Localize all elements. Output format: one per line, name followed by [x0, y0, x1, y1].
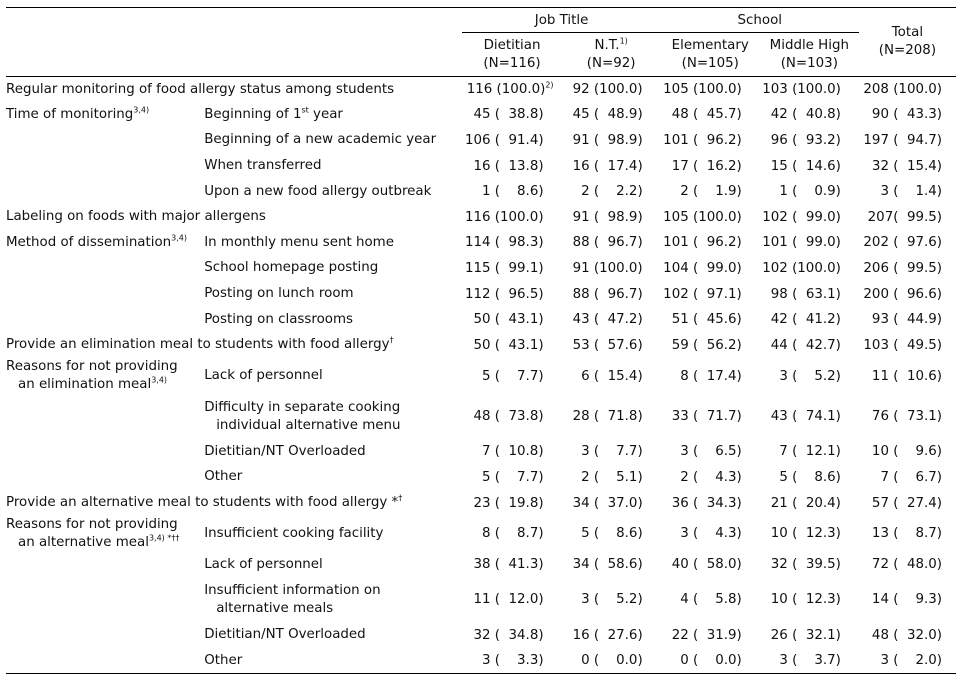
row-subcategory: Lack of personnel	[204, 556, 323, 572]
cell-value: 21 ( 20.4)	[770, 495, 841, 511]
row-subcategory: Posting on lunch room	[204, 286, 354, 302]
cell-value: 105 (100.0)	[663, 209, 742, 225]
cell-value: 32 ( 15.4)	[871, 158, 942, 174]
cell-value: 91 (100.0)	[572, 260, 643, 276]
table-row	[6, 332, 956, 358]
cell-value: 7 ( 6.7)	[880, 469, 942, 485]
cell-value: 22 ( 31.9)	[671, 627, 742, 643]
column-header-2	[661, 33, 760, 77]
cell-value: 44 ( 42.7)	[770, 337, 841, 353]
cell-value: 92 (100.0)	[572, 82, 643, 98]
cell-value: 197 ( 94.7)	[863, 132, 942, 148]
row-category	[6, 577, 204, 622]
row-category: Reasons for not providing an elimination meal$^{3,4)}$	[6, 359, 178, 393]
cell-value: 10 ( 9.6)	[871, 444, 942, 460]
row-category: Reasons for not providing an alternative meal$^{3,4) *\dagger\dagger}$	[6, 516, 180, 550]
cell-value: 26 ( 32.1)	[770, 627, 841, 643]
cell-value: 112 ( 96.5)	[464, 286, 544, 302]
cell-value: 102 ( 99.0)	[762, 209, 841, 225]
column-header-3	[760, 33, 859, 77]
column-header-n: (N=92)	[586, 55, 636, 71]
table-row	[6, 230, 956, 256]
cell-value: 17 ( 16.2)	[671, 158, 742, 174]
cell-value: 8 ( 8.7)	[482, 526, 544, 542]
table-row	[6, 153, 956, 179]
cell-value: 114 ( 98.3)	[464, 235, 544, 251]
cell-value: 88 ( 96.7)	[572, 235, 643, 251]
column-header-n: (N=105)	[681, 55, 739, 71]
cell-value: 3 ( 4.3)	[680, 526, 742, 542]
cell-value: 116 $(100.0)^{2)}$	[466, 80, 554, 98]
cell-value: 101 ( 99.0)	[762, 235, 841, 251]
row-subcategory: Upon a new food allergy outbreak	[204, 183, 432, 199]
header-school: School	[661, 8, 859, 33]
cell-value: 96 ( 93.2)	[770, 132, 841, 148]
cell-value: 48 ( 45.7)	[671, 107, 742, 123]
column-header-label: Elementary	[671, 37, 749, 53]
table-row	[6, 281, 956, 307]
row-subcategory: In monthly menu sent home	[204, 234, 394, 250]
row-category: Provide an elimination meal to students with food allergy†	[6, 335, 394, 353]
cell-value: 34 ( 37.0)	[572, 495, 643, 511]
cell-value: 53 ( 57.6)	[572, 337, 643, 353]
cell-value: 3 ( 3.3)	[462, 648, 561, 674]
header-total	[859, 8, 956, 77]
cell-value: 16 ( 13.8)	[473, 158, 544, 174]
cell-value: 1 ( 8.6)	[482, 184, 544, 200]
cell-value: 91 ( 98.9)	[572, 132, 643, 148]
cell-value: 115 ( 99.1)	[464, 260, 544, 276]
row-category: Regular monitoring of food allergy status among students	[6, 81, 395, 97]
row-category	[6, 552, 204, 578]
cell-value: 2 ( 1.9)	[680, 184, 742, 200]
row-category	[6, 281, 204, 307]
cell-value: 102 (100.0)	[762, 260, 841, 276]
cell-value: 7 ( 10.8)	[482, 444, 544, 460]
cell-value: 10 ( 12.3)	[770, 592, 841, 608]
row-category: Method of dissemination$^{3,4)}$	[6, 233, 188, 250]
cell-value: 5 ( 8.6)	[779, 469, 841, 485]
row-subcategory: When transferred	[204, 158, 322, 174]
cell-value: 51 ( 45.6)	[671, 312, 742, 328]
column-header-0	[462, 33, 561, 77]
cell-value: 42 ( 41.2)	[770, 312, 841, 328]
cell-value: 98 ( 63.1)	[770, 286, 841, 302]
cell-value: 3 ( 3.7)	[760, 648, 859, 674]
cell-value: 3 ( 6.5)	[680, 444, 742, 460]
cell-value: 36 ( 34.3)	[671, 495, 742, 511]
cell-value: 50 ( 43.1)	[473, 337, 544, 353]
cell-value: 101 ( 96.2)	[663, 132, 742, 148]
cell-value: 3 ( 1.4)	[880, 184, 942, 200]
food-allergy-table	[6, 7, 956, 674]
cell-value: 76 ( 73.1)	[871, 409, 942, 425]
table-row	[6, 204, 956, 230]
cell-value: 32 ( 34.8)	[473, 627, 544, 643]
cell-value: 10 ( 12.3)	[770, 526, 841, 542]
cell-value: 90 ( 43.3)	[871, 107, 942, 123]
cell-value: 13 ( 8.7)	[871, 526, 942, 542]
table-row	[6, 179, 956, 205]
cell-value: 59 ( 56.2)	[671, 337, 742, 353]
column-header-1	[562, 33, 661, 77]
cell-value: 202 ( 97.6)	[863, 235, 942, 251]
row-category	[6, 128, 204, 154]
cell-value: 206 ( 99.5)	[863, 260, 942, 276]
row-subcategory: Insufficient information on alternative meals	[204, 582, 381, 616]
cell-value: 116 (100.0)	[464, 209, 544, 225]
cell-value: 2 ( 4.3)	[680, 469, 742, 485]
cell-value: 28 ( 71.8)	[572, 409, 643, 425]
table-row	[6, 307, 956, 333]
cell-value: 7 ( 12.1)	[779, 444, 841, 460]
table-row	[6, 439, 956, 465]
header-job-title: Job Title	[462, 8, 660, 33]
cell-value: 43 ( 74.1)	[770, 409, 841, 425]
table-row	[6, 128, 956, 154]
cell-value: 91 ( 98.9)	[572, 209, 643, 225]
row-subcategory: Dietitian/NT Overloaded	[204, 443, 366, 459]
column-header-n: (N=103)	[780, 55, 838, 71]
cell-value: 23 ( 19.8)	[473, 495, 544, 511]
cell-value: 103 (100.0)	[762, 82, 841, 98]
cell-value: 101 ( 96.2)	[663, 235, 742, 251]
table-row	[6, 358, 956, 394]
cell-value: 104 ( 99.0)	[663, 260, 742, 276]
row-subcategory: Other	[204, 648, 462, 674]
cell-value: 2 ( 2.2)	[581, 184, 643, 200]
cell-value: 34 ( 58.6)	[572, 557, 643, 573]
column-header-n: (N=116)	[483, 55, 541, 71]
cell-value: 8 ( 17.4)	[680, 368, 742, 384]
table-row	[6, 394, 956, 439]
table-row	[6, 577, 956, 622]
cell-value: 57 ( 27.4)	[871, 495, 942, 511]
cell-value: 5 ( 7.7)	[482, 469, 544, 485]
row-category	[6, 307, 204, 333]
row-category: Provide an alternative meal to students with food allergy *†	[6, 493, 403, 511]
cell-value: 15 ( 14.6)	[770, 158, 841, 174]
cell-value: 102 ( 97.1)	[663, 286, 742, 302]
row-category	[6, 153, 204, 179]
cell-value: 11 ( 12.0)	[473, 592, 544, 608]
row-subcategory: Difficulty in separate cooking individual alternative menu	[204, 399, 401, 433]
row-category	[6, 256, 204, 282]
cell-value: 43 ( 47.2)	[572, 312, 643, 328]
column-header-label: Dietitian	[483, 37, 541, 53]
cell-value: 72 ( 48.0)	[871, 557, 942, 573]
cell-value: 33 ( 71.7)	[671, 409, 742, 425]
table-row	[6, 102, 956, 128]
cell-value: 50 ( 43.1)	[473, 312, 544, 328]
cell-value: 200 ( 96.6)	[863, 286, 942, 302]
row-category	[6, 179, 204, 205]
row-subcategory: Lack of personnel	[204, 368, 323, 384]
row-category	[6, 394, 204, 439]
row-subcategory: Other	[204, 469, 243, 485]
cell-value: 4 ( 5.8)	[680, 592, 742, 608]
cell-value: 48 ( 73.8)	[473, 409, 544, 425]
table-row	[6, 490, 956, 516]
row-category	[6, 622, 204, 648]
cell-value: 42 ( 40.8)	[770, 107, 841, 123]
table-row	[6, 516, 956, 552]
table-row	[6, 256, 956, 282]
cell-value: 88 ( 96.7)	[572, 286, 643, 302]
cell-value: 103 ( 49.5)	[863, 337, 942, 353]
row-category: Time of monitoring$^{3,4)}$	[6, 105, 150, 122]
cell-value: 3 ( 5.2)	[581, 592, 643, 608]
cell-value: 16 ( 27.6)	[572, 627, 643, 643]
cell-value: 208 (100.0)	[863, 82, 942, 98]
row-subcategory: Beginning of a new academic year	[204, 132, 437, 148]
row-category	[6, 648, 204, 674]
header-blank	[6, 8, 462, 77]
cell-value: 6 ( 15.4)	[581, 368, 643, 384]
row-category: Labeling on foods with major allergens	[6, 209, 266, 225]
row-subcategory: School homepage posting	[204, 260, 379, 276]
cell-value: 3 ( 2.0)	[859, 648, 956, 674]
cell-value: 5 ( 8.6)	[581, 526, 643, 542]
cell-value: 93 ( 44.9)	[871, 312, 942, 328]
cell-value: 5 ( 7.7)	[482, 368, 544, 384]
cell-value: 3 ( 5.2)	[779, 368, 841, 384]
header-total-label: Total	[891, 25, 924, 40]
row-subcategory: Dietitian/NT Overloaded	[204, 627, 366, 643]
row-subcategory: Insufficient cooking facility	[204, 525, 384, 541]
cell-value: 38 ( 41.3)	[473, 557, 544, 573]
table-row	[6, 622, 956, 648]
cell-value: 11 ( 10.6)	[871, 368, 942, 384]
cell-value: 48 ( 32.0)	[871, 627, 942, 643]
cell-value: 45 ( 38.8)	[473, 107, 544, 123]
row-subcategory: Posting on classrooms	[204, 311, 353, 327]
cell-value: 14 ( 9.3)	[871, 592, 942, 608]
table-row	[6, 552, 956, 578]
row-category	[6, 439, 204, 465]
row-category	[6, 465, 204, 491]
column-header-footnote: 1)	[619, 36, 628, 46]
row-subcategory: Beginning of 1st year	[204, 105, 343, 122]
cell-value: 207( 99.5)	[867, 209, 942, 225]
cell-value: 0 ( 0.0)	[661, 648, 760, 674]
cell-value: 45 ( 48.9)	[572, 107, 643, 123]
table-row	[6, 77, 956, 103]
cell-value: 106 ( 91.4)	[464, 132, 544, 148]
table-row	[6, 465, 956, 491]
cell-value: 1 ( 0.9)	[779, 184, 841, 200]
cell-value: 16 ( 17.4)	[572, 158, 643, 174]
column-header-label: Middle High	[769, 37, 849, 53]
cell-value: 32 ( 39.5)	[770, 557, 841, 573]
header-total-n: (N=208)	[878, 43, 937, 58]
cell-value: 105 (100.0)	[663, 82, 742, 98]
cell-value: 3 ( 7.7)	[581, 444, 643, 460]
cell-value: 40 ( 58.0)	[671, 557, 742, 573]
cell-value: 2 ( 5.1)	[581, 469, 643, 485]
table-row	[6, 648, 956, 674]
column-header-label: N.T.$^{1)}$	[594, 36, 628, 53]
cell-value: 0 ( 0.0)	[562, 648, 661, 674]
